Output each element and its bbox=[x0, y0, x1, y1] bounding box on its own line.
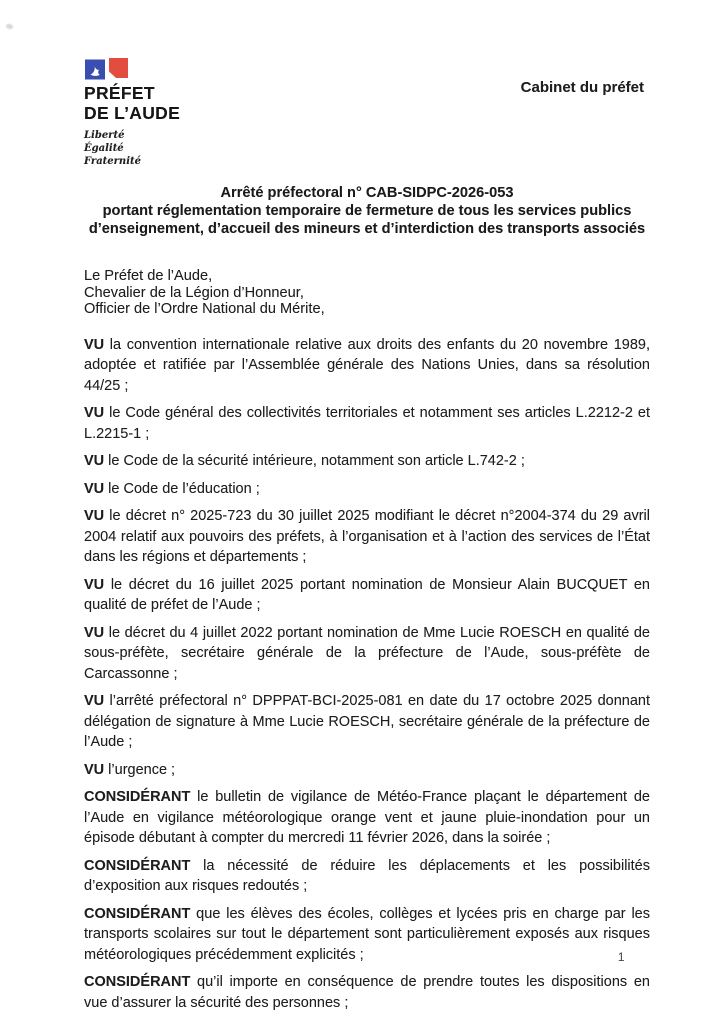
decree-paragraph bbox=[84, 856, 650, 897]
paragraph-lead: CONSIDÉRANT bbox=[84, 974, 191, 990]
paragraph-lead: VU bbox=[84, 480, 105, 497]
prefecture-name-line1: PRÉFET bbox=[84, 83, 155, 103]
paragraph-lead: VU bbox=[84, 508, 105, 524]
paragraph-lead: VU bbox=[84, 453, 105, 469]
decree-paragraph bbox=[84, 403, 650, 444]
decree-title bbox=[84, 184, 650, 238]
paragraph-lead: VU bbox=[84, 336, 105, 353]
paragraph-lead: CONSIDÉRANT bbox=[84, 789, 191, 805]
decree-paragraph bbox=[84, 904, 650, 966]
paragraph-lead: VU bbox=[84, 624, 105, 641]
paragraph-text: le bulletin de vigilance de Météo-France plaçant le département de l’Aude en vigilance météorologique orange vent et jaune pluie-inondation pour un épisode débutant à compter du mercredi 11 février 2026, dans la soirée ; bbox=[84, 789, 650, 846]
decree-paragraph bbox=[84, 479, 650, 500]
decree-paragraph bbox=[84, 787, 650, 849]
decree-paragraph bbox=[84, 760, 650, 781]
paragraph-text: le Code de l’éducation ; bbox=[104, 480, 260, 497]
republic-motto bbox=[84, 129, 180, 168]
paragraph-text: que les élèves des écoles, collèges et lycées pris en charge par les transports scolaires sur tout le département sont particulièrement exposés aux risques météorologiques précédemment explicités ; bbox=[84, 905, 650, 963]
page-number: 1 bbox=[618, 952, 625, 964]
paragraph-text: la convention internationale relative aux droits des enfants du 20 novembre 1989, adoptée et ratifiée par l’Assemblée générale des Nations Unies, dans sa résolution 44/25 ; bbox=[84, 336, 650, 394]
paragraph-text: le décret n° 2025-723 du 30 juillet 2025 modifiant le décret n°2004-374 du 29 avril 2004 relatif aux pouvoirs des préfets, à l’organisation et à l’action des services de l’État dans les régions et départements ; bbox=[84, 508, 650, 565]
motto-liberte: Liberté bbox=[84, 130, 125, 141]
paragraph-text: le décret du 4 juillet 2022 portant nomination de Mme Lucie ROESCH en qualité de sous-préfète, secrétaire générale de la préfecture de l’Aude, sous-préfète de Carcassonne ; bbox=[84, 624, 650, 682]
paragraph-text: le décret du 16 juillet 2025 portant nomination de Monsieur Alain BUCQUET en qualité de préfet de l’Aude ; bbox=[84, 576, 650, 613]
paragraph-lead: CONSIDÉRANT bbox=[84, 857, 191, 874]
decree-title-line3: d’enseignement, d’accueil des mineurs et d’interdiction des transports associés bbox=[88, 221, 646, 237]
decree-body bbox=[84, 335, 650, 1014]
french-flag-marianne-icon bbox=[85, 58, 130, 80]
paragraph-text: le Code général des collectivités territoriales et notamment ses articles L.2212-2 et L.2215-1 ; bbox=[84, 405, 650, 442]
paragraph-text: l’arrêté préfectoral n° DPPPAT-BCI-2025-081 en date du 17 octobre 2025 donnant délégation de signature à Mme Lucie ROESCH, secrétaire générale de la préfecture de l’Aude ; bbox=[84, 693, 650, 750]
motto-fraternite: Fraternité bbox=[84, 156, 141, 167]
signatory-line2: Chevalier de la Légion d’Honneur, bbox=[84, 284, 304, 301]
signatory-line3: Officier de l’Ordre National du Mérite, bbox=[84, 301, 325, 317]
decree-paragraph bbox=[84, 623, 650, 685]
paragraph-lead: VU bbox=[84, 761, 105, 778]
decree-title-line1: Arrêté préfectoral n° CAB-SIDPC-2026-053 bbox=[220, 185, 514, 201]
paragraph-lead: VU bbox=[84, 576, 105, 593]
signatory-line1: Le Préfet de l’Aude, bbox=[84, 268, 213, 284]
paragraph-lead: CONSIDÉRANT bbox=[84, 905, 191, 922]
decree-paragraph bbox=[84, 451, 650, 472]
motto-egalite: Égalité bbox=[84, 143, 124, 154]
paragraph-lead: VU bbox=[84, 693, 105, 709]
decree-paragraph bbox=[84, 972, 650, 1013]
paragraph-lead: VU bbox=[84, 405, 105, 421]
paragraph-text: qu’il importe en conséquence de prendre toutes les dispositions en vue d’assurer la sécurité des personnes ; bbox=[84, 974, 650, 1011]
paragraph-text: la nécessité de réduire les déplacements et les possibilités d’exposition aux risques redoutés ; bbox=[84, 857, 650, 894]
prefecture-brand-block bbox=[84, 58, 180, 168]
decree-paragraph bbox=[84, 335, 650, 397]
decree-title-line2: portant réglementation temporaire de fermeture de tous les services publics bbox=[102, 203, 632, 219]
prefecture-name-line2: DE L’AUDE bbox=[84, 102, 181, 123]
decree-paragraph bbox=[84, 691, 650, 753]
signatory-titles bbox=[84, 268, 650, 318]
prefecture-name bbox=[84, 84, 180, 123]
paragraph-text: l’urgence ; bbox=[104, 761, 176, 778]
paragraph-text: le Code de la sécurité intérieure, notamment son article L.742-2 ; bbox=[104, 453, 525, 469]
document-header bbox=[84, 58, 650, 168]
issuing-office: Cabinet du préfet bbox=[520, 79, 644, 96]
decree-paragraph bbox=[84, 506, 650, 568]
decree-paragraph bbox=[84, 575, 650, 616]
scan-artifact bbox=[5, 23, 13, 30]
